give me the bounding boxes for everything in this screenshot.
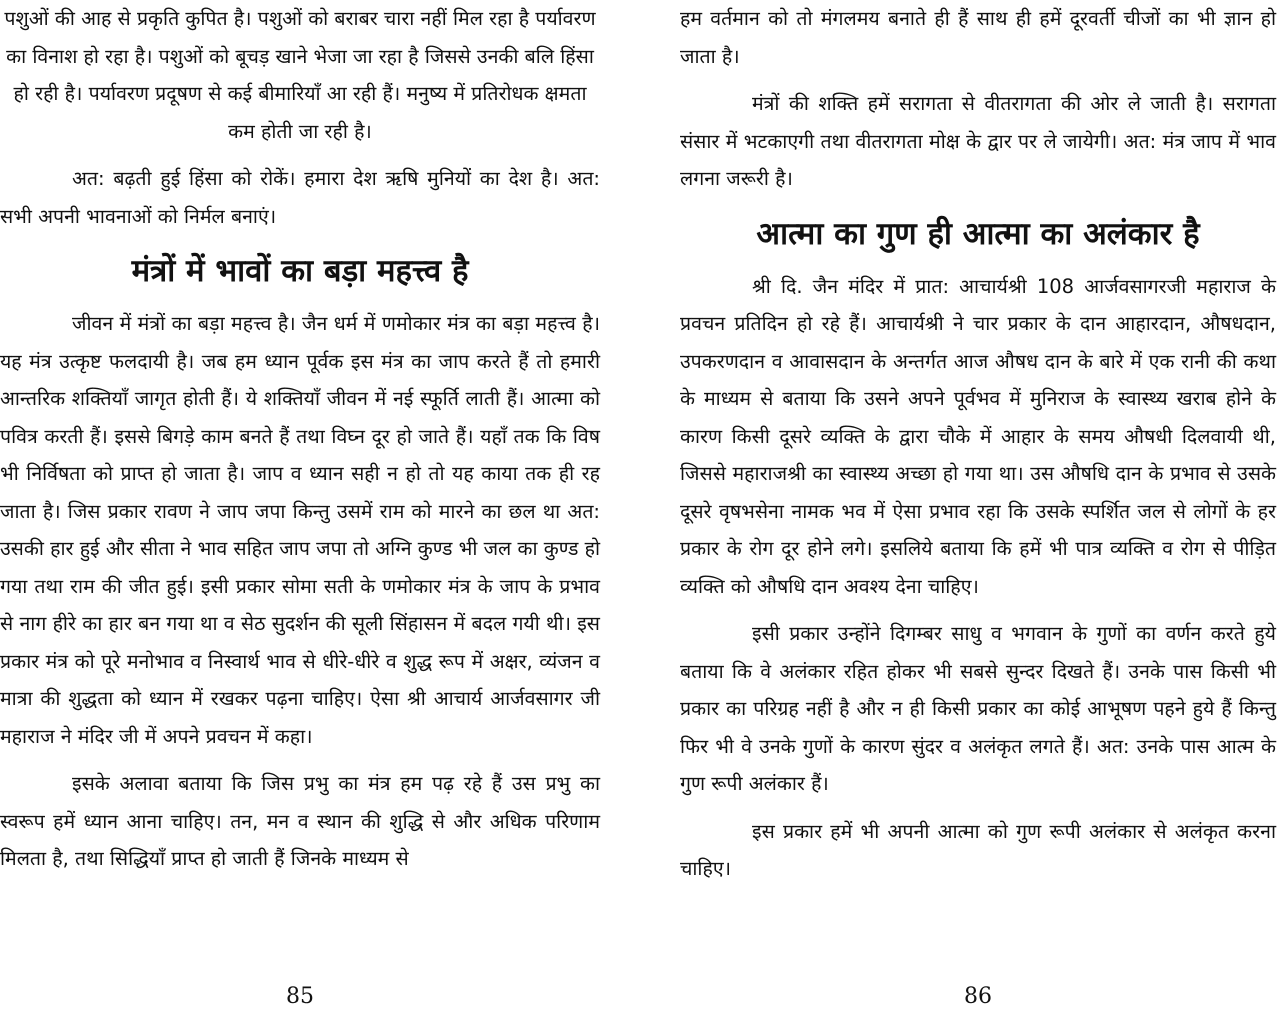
right-page-number: 86 [964,984,992,1009]
right-para-5: इस प्रकार हमें भी अपनी आत्मा को गुण रूपी अलंकार से अलंकृत करना चाहिए। [680,819,1276,880]
left-para-1: पशुओं की आह से प्रकृति कुपित है। पशुओं को बराबर चारा नहीं मिल रहा है पर्यावरण का विनाश हो रहा है। पशुओं को बूचड़ खाने भेजा जा रहा है जिससे उनकी बलि हिंसा हो रही है। पर्यावरण प्रदूषण से कई बीमारियाँ आ रही हैं। मनुष्य में प्रतिरोधक क्षमता कम होती जा रही है। [4,7,596,143]
left-para-4: इसके अलावा बताया कि जिस प्रभु का मंत्र हम पढ़ रहे हैं उस प्रभु का स्वरूप हमें ध्यान आना चाहिए। तन, मन व स्थान की शुद्धि से और अधिक परिणाम मिलता है, तथा सिद्धियाँ प्राप्त हो जाती हैं जिनके माध्यम से [0,772,600,870]
right-page-body [680,0,1276,888]
right-para-3: श्री दि. जैन मंदिर में प्रात: आचार्यश्री 108 आर्जवसागरजी महाराज के प्रवचन प्रतिदिन हो रहे हैं। आचार्यश्री ने चार प्रकार के दान आहारदान, औषधदान, उपकरणदान व आवासदान के अन्तर्गत आज औषध दान के बारे में एक रानी की कथा के माध्यम से बताया कि उसने अपने पूर्वभव में मुनिराज के स्वास्थ्य खराब होने के कारण किसी दूसरे व्यक्ति के द्वारा चौके में आहार के समय औषधी दिलवायी थी, जिससे महाराजश्री का स्वास्थ्य अच्छा हो गया था। उस औषधि दान के प्रभाव से उसके दूसरे वृषभसेना नामक भव में ऐसा प्रभाव रहा कि उसके स्पर्शित जल से लोगों के हर प्रकार के रोग दूर होने लगे। इसलिये बताया कि हमें भी पात्र व्यक्ति व रोग से पीड़ित व्यक्ति को औषधि दान अवश्य देना चाहिए। [680,274,1276,598]
left-page-number: 85 [286,984,314,1009]
left-para-3: जीवन में मंत्रों का बड़ा महत्त्व है। जैन धर्म में णमोकार मंत्र का बड़ा महत्त्व है। यह मंत्र उत्कृष्ट फलदायी है। जब हम ध्यान पूर्वक इस मंत्र का जाप करते हैं तो हमारी आन्तरिक शक्तियाँ जागृत होती हैं। ये शक्तियाँ जीवन में नई स्फूर्ति लाती हैं। आत्मा को पवित्र करती हैं। इससे बिगड़े काम बनते हैं तथा विघ्न दूर हो जाते हैं। यहाँ तक कि विष भी निर्विषता को प्राप्त हो जाता है। जाप व ध्यान सही न हो तो यह काया तक ही रह जाता है। जिस प्रकार रावण ने जाप जपा किन्तु उसमें राम को मारने का छल था अत: उसकी हार हुई और सीता ने भाव सहित जाप जपा तो अग्नि कुण्ड भी जल का कुण्ड हो गया तथा राम की जीत हुई। इसी प्रकार सोमा सती के णमोकार मंत्र के जाप के प्रभाव से नाग हीरे का हार बन गया था व सेठ सुदर्शन की सूली सिंहासन में बदल गयी थी। इस प्रकार मंत्र को पूरे मनोभाव व निस्वार्थ भाव से धीरे-धीरे व शुद्ध रूप में अक्षर, व्यंजन व मात्रा की शुद्धता को ध्यान में रखकर पढ़ना चाहिए। ऐसा श्री आचार्य आर्जवसागर जी महाराज ने मंदिर जी में अपने प्रवचन में कहा। [0,312,600,748]
right-para-2: मंत्रों की शक्ति हमें सरागता से वीतरागता की ओर ले जाती है। सरागता संसार में भटकाएगी तथा वीतरागता मोक्ष के द्वार पर ले जायेगी। अत: मंत्र जाप में भाव लगना जरूरी है। [680,92,1276,190]
right-section-heading: आत्मा का गुण ही आत्मा का अलंकार है [756,215,1200,252]
right-para-1: हम वर्तमान को तो मंगलमय बनाते ही हैं साथ ही हमें दूरवर्ती चीजों का भी ज्ञान हो जाता है। [680,7,1276,68]
left-page [0,0,600,1008]
left-section-heading: मंत्रों में भावों का बड़ा महत्त्व है [131,253,469,289]
right-page [680,0,1276,1008]
right-para-4: इसी प्रकार उन्होंने दिगम्बर साधु व भगवान के गुणों का वर्णन करते हुये बताया कि वे अलंकार रहित होकर भी सबसे सुन्दर दिखते हैं। उनके पास किसी भी प्रकार का परिग्रह नहीं है और न ही किसी प्रकार का कोई आभूषण पहने हुये हैं किन्तु फिर भी वे उनके गुणों के कारण सुंदर व अलंकृत लगते हैं। अत: उनके पास आत्म के गुण रूपी अलंकार हैं। [680,622,1276,795]
left-para-2: अत: बढ़ती हुई हिंसा को रोकें। हमारा देश ऋषि मुनियों का देश है। अत: सभी अपनी भावनाओं को निर्मल बनाएं। [0,167,600,228]
left-page-body [0,0,600,878]
